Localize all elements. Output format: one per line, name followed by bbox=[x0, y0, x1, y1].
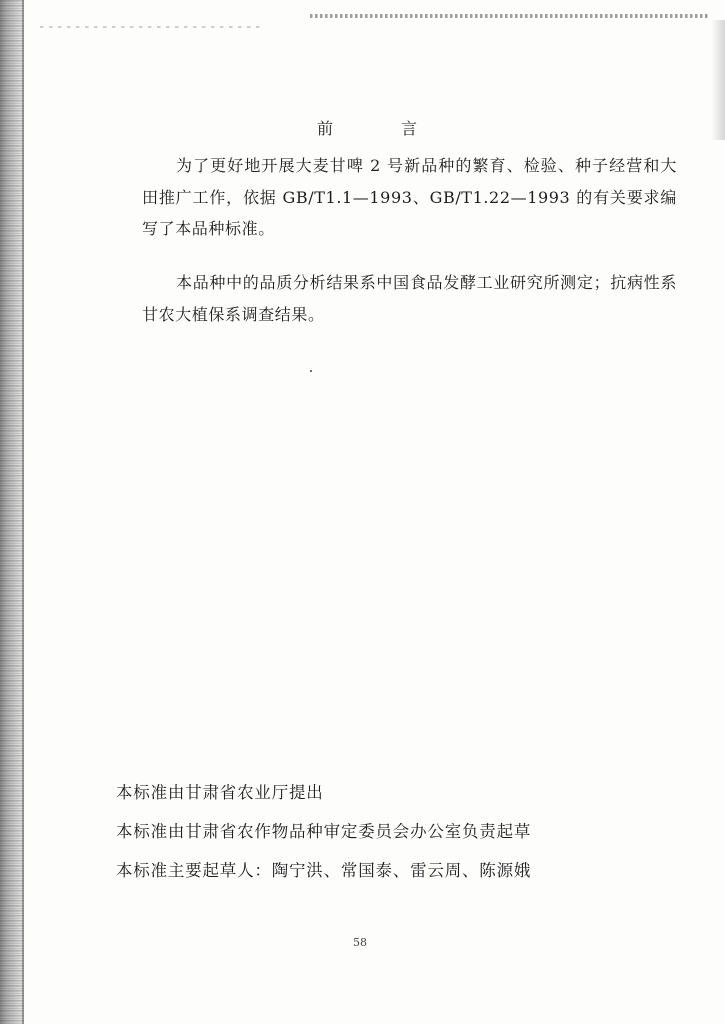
scan-top-left-noise bbox=[40, 26, 260, 28]
credit-main-drafters: 本标准主要起草人：陶宁洪、常国泰、雷云周、陈源娥 bbox=[116, 861, 532, 880]
paragraph-analysis: 本品种中的品质分析结果系中国食品发酵工业研究所测定；抗病性系甘农大植保系调查结果。 bbox=[142, 273, 677, 324]
credit-proposed-by: 本标准由甘肃省农业厅提出 bbox=[116, 783, 324, 802]
speck bbox=[310, 370, 312, 372]
scan-top-noise bbox=[310, 14, 710, 18]
credits-block bbox=[116, 773, 616, 890]
scan-edge-line bbox=[22, 0, 24, 1024]
paragraph-purpose: 为了更好地开展大麦甘啤 2 号新品种的繁育、检验、种子经营和大田推广工作，依据 GB/T1.1—1993、GB/T1.22—1993 的有关要求编写了本品种标准。 bbox=[142, 156, 677, 238]
scan-edge-noise bbox=[0, 0, 24, 1024]
page-number: 58 bbox=[353, 936, 367, 949]
credit-drafted-by: 本标准由甘肃省农作物品种审定委员会办公室负责起草 bbox=[116, 822, 532, 841]
page-title: 前 言 bbox=[316, 119, 443, 138]
